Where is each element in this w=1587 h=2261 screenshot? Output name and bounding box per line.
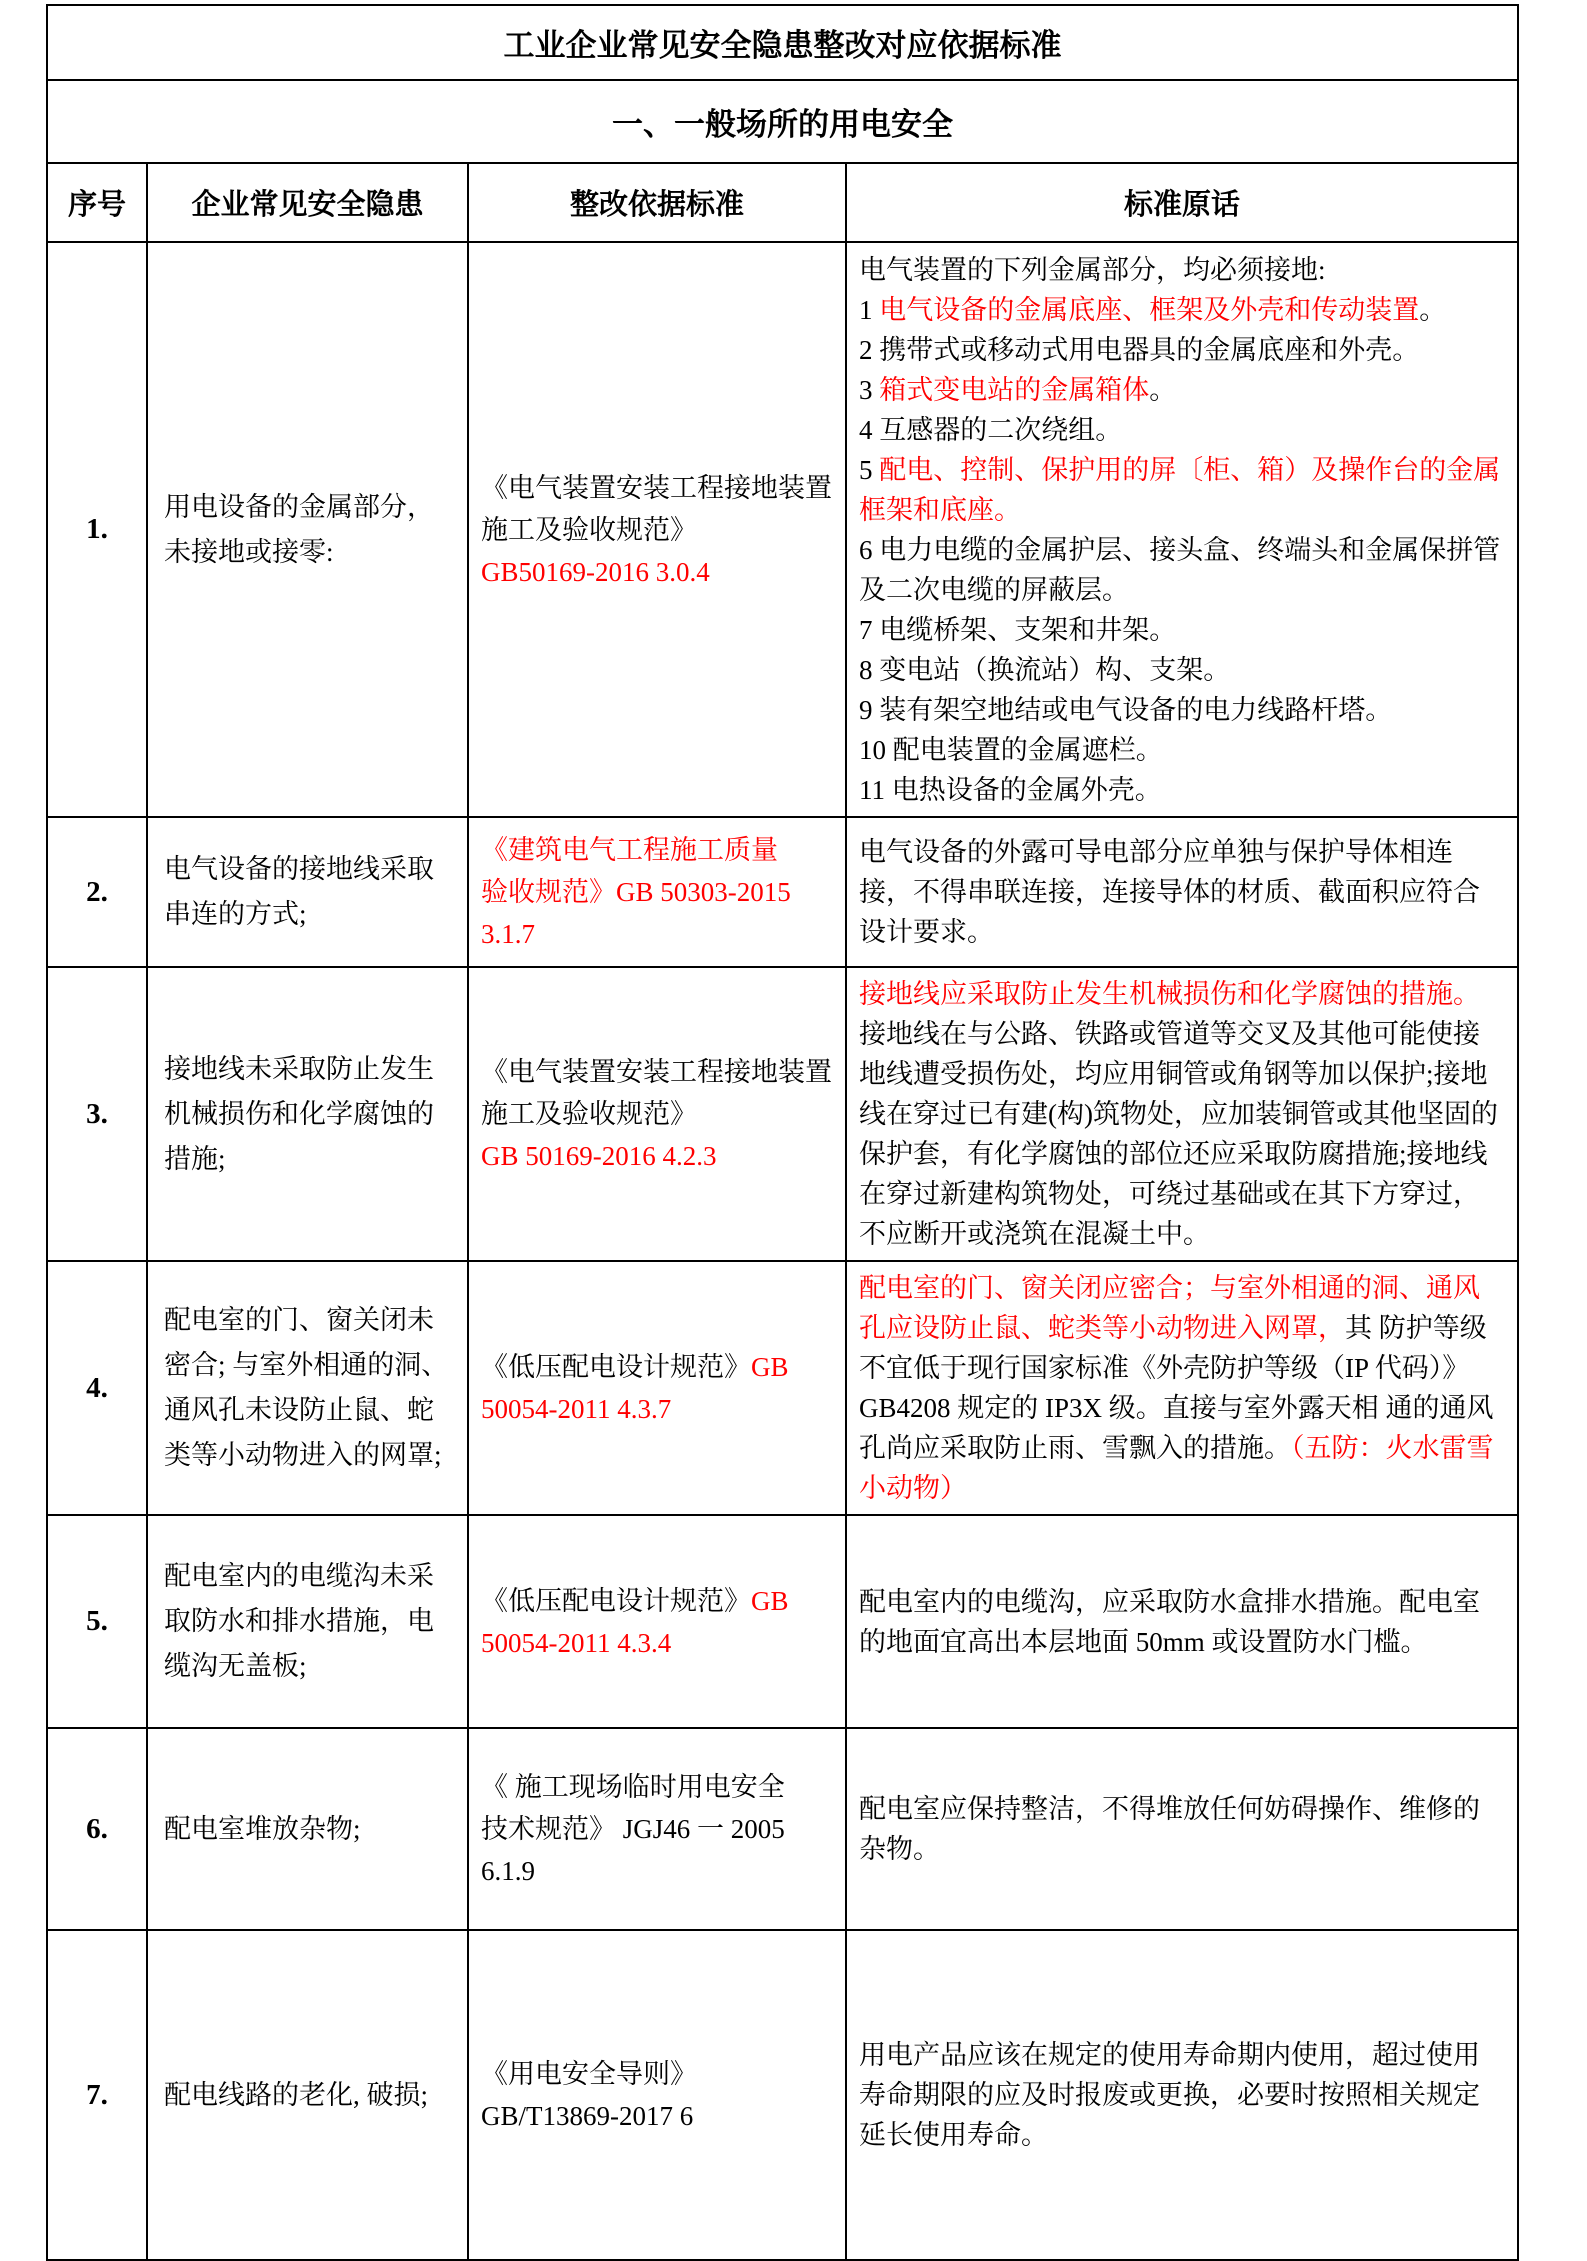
hazard-cell [147,242,468,817]
text: 用电设备的金属部分，未接地或接零: [164,491,434,567]
table-row [47,967,1518,1261]
red-text: 配电、控制、保护用的屏〔柜、箱）及操作台的金属框架和底座。 [859,454,1501,525]
table-row [47,817,1518,967]
column-header-index: 序号 [47,163,147,242]
column-header-hazard: 企业常见安全隐患 [147,163,468,242]
text: 8 变电站（换流站）构、支架。 [859,654,1231,685]
red-text: 接地线应采取防止发生机械损伤和化学腐蚀的措施。 [859,979,1480,1009]
text: 用电产品应该在规定的使用寿命期内使用，超过使用寿命期限的应及时报废或更换，必要时按照相关规定延长使用寿命。 [859,2040,1480,2150]
red-text: 《建筑电气工程施工质量 [481,835,778,865]
document-title: 工业企业常见安全隐患整改对应依据标准 [47,5,1518,80]
basis-cell [468,1728,846,1930]
text: 接地线未采取防止发生机械损伤和化学腐蚀的措施; [164,1053,434,1174]
text: 配电室应保持整洁，不得堆放任何妨碍操作、维修的杂物。 [859,1794,1480,1864]
column-header-row [47,163,1518,242]
text: 《低压配电设计规范》 [481,1352,751,1382]
red-text: GB50169-2016 3.0.4 [481,556,710,587]
hazard-cell [147,817,468,967]
red-text: 验收规范》GB 50303-2015 [481,877,791,907]
text: 电气设备的外露可导电部分应单独与保护导体相连接，不得串联连接，连接导体的材质、截面积应符合设计要求。 [859,837,1480,947]
original-text-cell [846,817,1518,967]
table-body [47,242,1518,2260]
original-text-cell [846,1261,1518,1515]
text: 配电室内的电缆沟未采取防水和排水措施，电缆沟无盖板; [164,1561,434,1681]
text: 配电室的门、窗关闭未密合; 与室外相通的洞、通风孔未设防止鼠、蛇类等小动物进入的网罩; [164,1305,449,1470]
text: 11 电热设备的金属外壳。 [859,774,1162,805]
original-text-cell [846,1930,1518,2260]
text: 技术规范》 JGJ46 一 2005 [481,1814,785,1844]
hazard-cell [147,1261,468,1515]
original-text-cell [846,242,1518,817]
text: 电气装置的下列金属部分，均必须接地: [859,254,1326,285]
section-heading: 一、一般场所的用电安全 [47,80,1518,163]
basis-cell [468,967,846,1261]
standards-table [46,4,1519,2261]
row-number-cell: 6. [47,1728,147,1930]
red-text: 配电室的门、窗关闭应密合；与室外相通的洞、通风孔应设防止鼠、蛇类等小动物进入网罩， [859,1273,1480,1343]
basis-cell [468,242,846,817]
red-text: （五防：火水雷雪小动物） [859,1433,1494,1503]
table-row [47,1728,1518,1930]
column-header-original: 标准原话 [846,163,1518,242]
text: 6 电力电缆的金属护层、接头盒、终端头和金属保拼管及二次电缆的屏蔽层。 [859,534,1501,605]
table-row [47,1515,1518,1728]
title-row [47,5,1518,80]
text: 1 [859,294,880,325]
original-text-cell [846,967,1518,1261]
text: 接地线在与公路、铁路或管道等交叉及其他可能使接地线遭受损伤处，均应用铜管或角钢等加以保护;接地线在穿过已有建(构)筑物处，应加装铜管或其他坚固的保护套，有化学腐蚀的部位还应采取防腐措施;接地线在穿过新建构筑物处，可绕过基础或在其下方穿过，不应断开或浇筑在混凝土中。 [859,1019,1498,1249]
text: 《 施工现场临时用电安全 [481,1772,785,1802]
row-number-cell: 7. [47,1930,147,2260]
hazard-cell [147,1515,468,1728]
text: 9 装有架空地结或电气设备的电力线路杆塔。 [859,694,1393,725]
section-row [47,80,1518,163]
basis-cell [468,1261,846,1515]
hazard-cell [147,1930,468,2260]
red-text: GB 50169-2016 4.2.3 [481,1141,717,1171]
table-row [47,1261,1518,1515]
row-number-cell: 3. [47,967,147,1261]
text: 《电气装置安装工程接地装置施工及验收规范》 [481,1057,832,1129]
basis-cell [468,817,846,967]
text: 10 配电装置的金属遮栏。 [859,734,1163,765]
table-row [47,1930,1518,2260]
text: 配电线路的老化, 破损; [164,2079,429,2110]
text: 。 [1149,374,1177,405]
text: 配电室内的电缆沟，应采取防水盒排水措施。配电室的地面宜高出本层地面 50mm 或设置防水门槛。 [859,1586,1480,1657]
basis-cell [468,1515,846,1728]
text: 7 电缆桥架、支架和井架。 [859,614,1177,645]
text: 3 [859,374,880,405]
text: 《低压配电设计规范》 [481,1585,751,1616]
red-text: GB 50054-2011 4.3.7 [481,1352,789,1424]
original-text-cell [846,1728,1518,1930]
basis-cell [468,1930,846,2260]
row-number-cell: 2. [47,817,147,967]
text: 2 携带式或移动式用电器具的金属底座和外壳。 [859,334,1420,365]
text: 5 [859,454,880,485]
text: GB/T13869-2017 6 [481,2101,694,2131]
text: 。 [1419,294,1447,325]
table-row [47,242,1518,817]
text: 4 互感器的二次绕组。 [859,414,1123,445]
red-text: GB 50054-2011 4.3.4 [481,1585,789,1658]
row-number-cell: 5. [47,1515,147,1728]
hazard-cell [147,967,468,1261]
row-number-cell: 1. [47,242,147,817]
text: 《用电安全导则》 [481,2059,697,2089]
text: 配电室堆放杂物; [164,1813,361,1844]
text: 电气设备的接地线采取串连的方式; [164,854,434,929]
red-text: 电气设备的金属底座、框架及外壳和传动装置 [879,294,1420,325]
red-text: 箱式变电站的金属箱体 [879,374,1150,405]
text: 《电气装置安装工程接地装置施工及验收规范》 [481,472,832,545]
column-header-basis: 整改依据标准 [468,163,846,242]
text: 其 防护等级不宜低于现行国家标准《外壳防护等级（IP 代码）》GB4208 规定的 IP3X 级。直接与室外露天相 通的通风孔尚应采取防止雨、雪飘入的措施。 [859,1313,1494,1463]
hazard-cell [147,1728,468,1930]
row-number-cell: 4. [47,1261,147,1515]
red-text: 3.1.7 [481,919,535,949]
original-text-cell [846,1515,1518,1728]
text: 6.1.9 [481,1856,535,1886]
